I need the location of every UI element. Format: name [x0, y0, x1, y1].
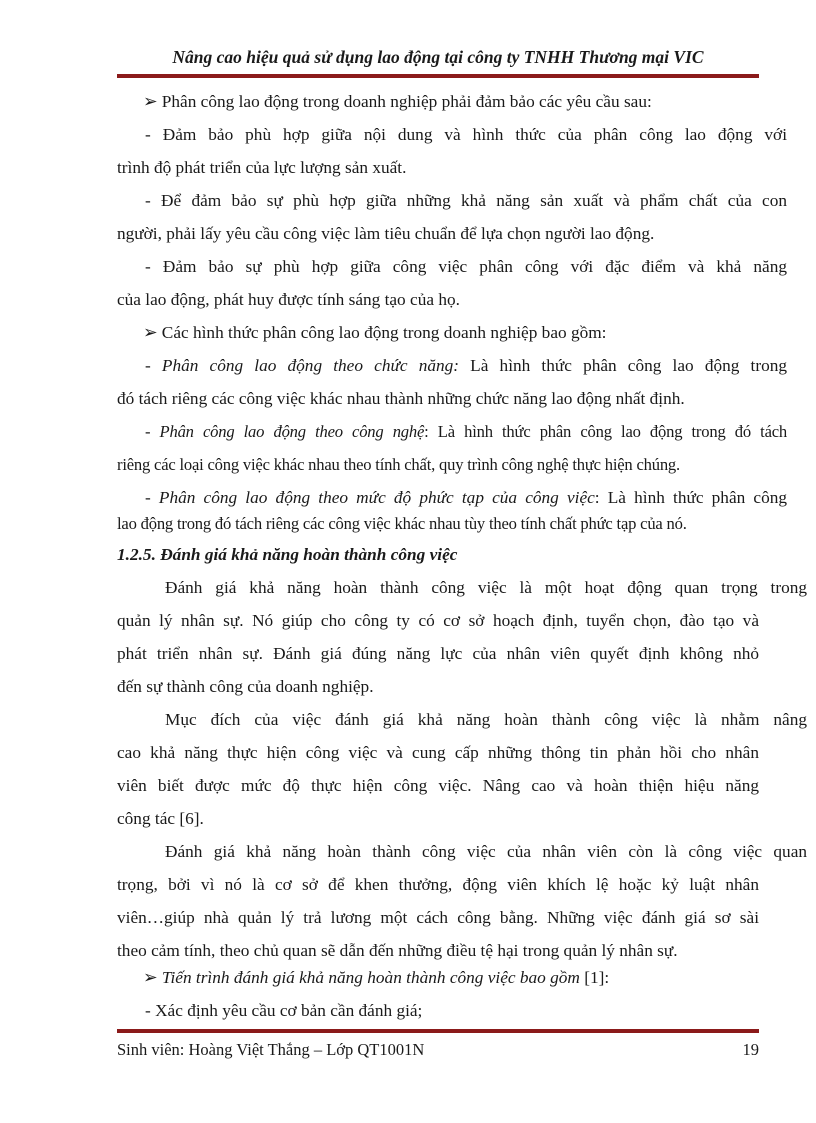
definition-text: : Là hình thức phân công lao động trong đó tách [424, 422, 787, 441]
paragraph-line: Đánh giá khả năng hoàn thành công việc là một hoạt động quan trọng trong [165, 578, 807, 597]
definition-text: : Là hình thức phân công [594, 488, 787, 507]
dash-line: - Đảm bảo phù hợp giữa nội dung và hình thức của phân công lao động với [145, 125, 787, 144]
running-header-title: Nâng cao hiệu quả sử dụng lao động tại công ty TNHH Thương mại VIC [172, 47, 704, 67]
footer-rule [117, 1029, 759, 1033]
dash-line: - Đảm bảo sự phù hợp giữa công việc phân công với đặc điểm và khả năng [145, 257, 787, 276]
paragraph-line: công tác [6]. [117, 809, 204, 828]
paragraph-line: đến sự thành công của doanh nghiệp. [117, 677, 374, 696]
text-line: của lao động, phát huy được tính sáng tạo của họ. [117, 290, 460, 309]
dash-line: - Để đảm bảo sự phù hợp giữa những khả năng sản xuất và phẩm chất của con [145, 191, 787, 210]
paragraph-line: Đánh giá khả năng hoàn thành công việc của nhân viên còn là công việc quan [165, 842, 807, 861]
footer-student: Sinh viên: Hoàng Việt Thắng – Lớp QT1001N [117, 1040, 425, 1059]
bullet-line: ➢ Các hình thức phân công lao động trong doanh nghiệp bao gồm: [143, 323, 607, 342]
text-line: người, phải lấy yêu cầu công việc làm tiêu chuẩn để lựa chọn người lao động. [117, 224, 655, 243]
text-line: đó tách riêng các công việc khác nhau thành những chức năng lao động nhất định. [117, 389, 685, 408]
italic-term: Phân công lao động theo mức độ phức tạp của công việc [158, 488, 595, 507]
paragraph-line: quản lý nhân sự. Nó giúp cho công ty có cơ sở hoạch định, tuyển chọn, đào tạo và [117, 611, 759, 630]
bullet-line [117, 962, 785, 994]
italic-term: Tiến trình đánh giá khả năng hoàn thành công việc bao gồm [161, 968, 580, 987]
italic-term: Phân công lao động theo công nghệ [159, 422, 425, 441]
arrow-bullet-icon: ➢ [143, 968, 162, 987]
paragraph-line: theo cảm tính, theo chủ quan sẽ dẫn đến những điều tệ hại trong quản lý nhân sự. [117, 941, 678, 960]
dash-line: - Xác định yêu cầu cơ bản cần đánh giá; [145, 1001, 423, 1020]
text-line: trình độ phát triển của lực lượng sản xuất. [117, 158, 407, 177]
bullet-line: ➢ Phân công lao động trong doanh nghiệp phải đảm bảo các yêu cầu sau: [143, 92, 652, 111]
dash-mark: - [145, 356, 162, 375]
definition-text: Là hình thức phân công lao động trong [459, 356, 788, 375]
section-heading: 1.2.5. Đánh giá khả năng hoàn thành công việc [117, 545, 458, 564]
dash-mark: - [145, 422, 160, 441]
italic-term: Phân công lao động theo chức năng: [161, 356, 460, 375]
page-number: 19 [742, 1040, 759, 1059]
paragraph-line: viên…giúp nhà quản lý trả lương một cách công bằng. Những việc đánh giá sơ sài [117, 908, 759, 927]
text-line: riêng các loại công việc khác nhau theo tính chất, quy trình công nghệ thực hiện chúng. [117, 455, 680, 474]
paragraph-line: phát triển nhân sự. Đánh giá đúng năng lực của nhân viên quyết định không nhỏ [117, 644, 759, 663]
paragraph-line: trọng, bởi vì nó là cơ sở để khen thưởng, động viên khích lệ hoặc kỷ luật nhân [117, 875, 759, 894]
text-line: lao động trong đó tách riêng các công việc khác nhau tùy theo tính chất phức tạp của nó. [117, 514, 687, 533]
dash-line [117, 350, 787, 382]
paragraph-line: Mục đích của việc đánh giá khả năng hoàn thành công việc là nhằm nâng [165, 710, 807, 729]
dash-mark: - [145, 488, 159, 507]
paragraph-line: viên biết được mức độ thực hiện công việc. Nâng cao và hoàn thiện hiệu năng [117, 776, 759, 795]
dash-line [117, 416, 787, 448]
header-rule [117, 74, 759, 78]
paragraph-line: cao khả năng thực hiện công việc và cung cấp những thông tin phản hồi cho nhân [117, 743, 759, 762]
citation-text: [1]: [579, 968, 610, 987]
